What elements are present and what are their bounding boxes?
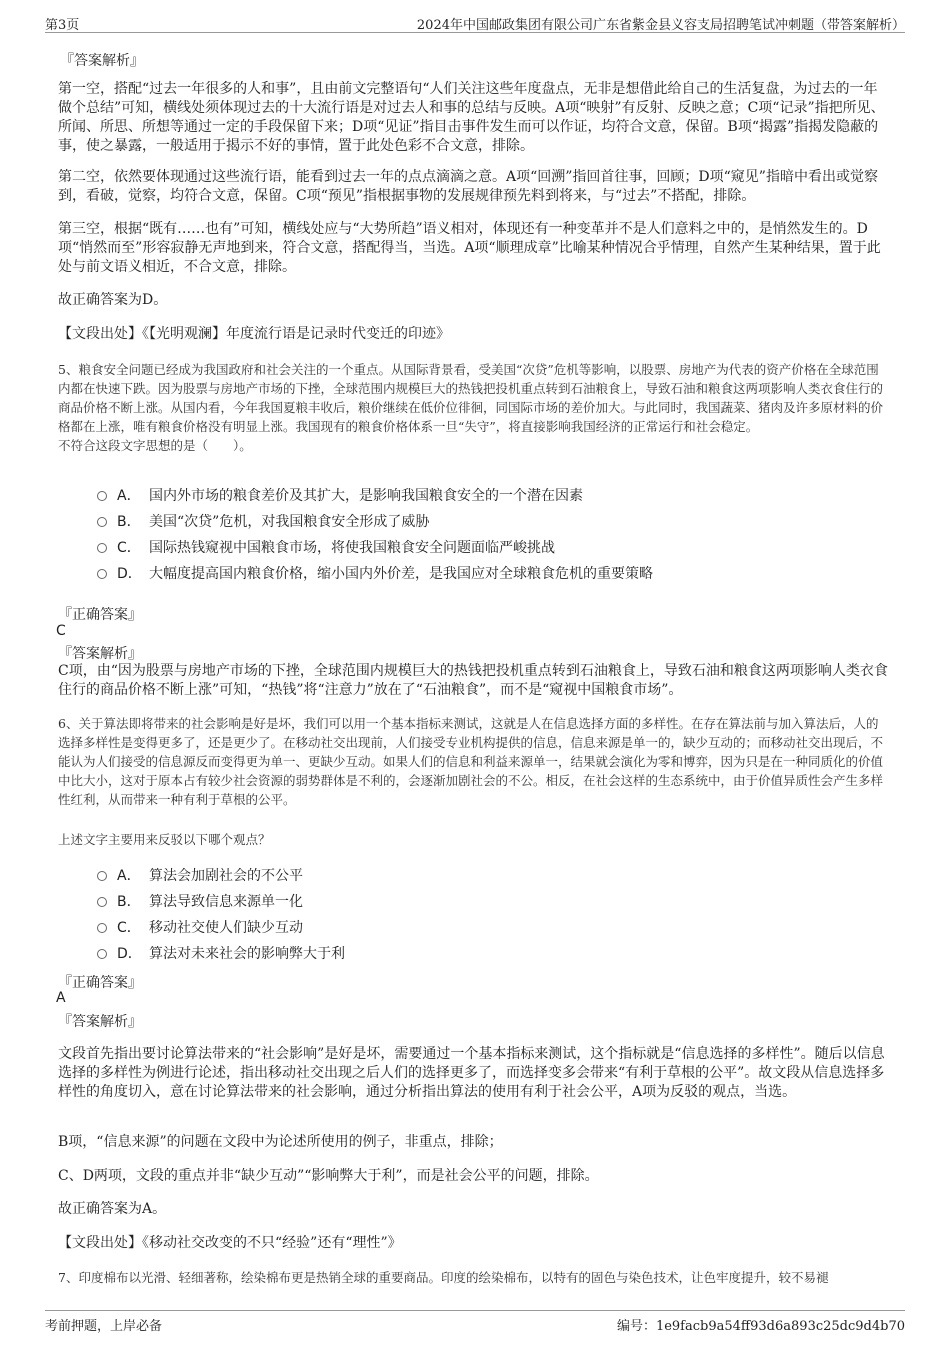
q6-option-a[interactable] <box>97 865 303 885</box>
q5-answer: C <box>56 623 66 639</box>
q6-analysis-p3: C、D两项，文段的重点并非“缺少互动”“影响弊大于利”，而是社会公平的问题，排除。 <box>58 1168 599 1184</box>
radio-icon[interactable] <box>97 897 107 907</box>
radio-icon[interactable] <box>97 517 107 527</box>
q4-analysis-p3: 第三空，根据“既有……也有”可知，横线处应与“大势所趋”语义相对，体现还有一种变革并不是人们意料之中的，是悄然发生的。D项“悄然而至”形容寂静无声地到来，符合文意，搭配得当，当选。A项“顺理成章”比喻某种情况合乎情理，自然产生某种结果，置于此处与前文语义相近，不合文意，排除。 <box>58 221 881 275</box>
radio-icon[interactable] <box>97 569 107 579</box>
q6-option-d[interactable] <box>97 943 345 963</box>
option-letter: A． <box>117 868 141 884</box>
document-title: 2024年中国邮政集团有限公司广东省紫金县义容支局招聘笔试冲刺题（带答案解析） <box>416 18 905 33</box>
q5-analysis: C项，由“因为股票与房地产市场的下挫，全球范围内规模巨大的热钱把投机重点转到石油粮食上，导致石油和粮食这两项影响人类衣食住行的商品价格不断上涨”可知，“热钱”将“注意力”放在了“石油粮食”，而不是“窥视中国粮食市场”。 <box>58 663 888 698</box>
document-id: 编号：1e9facb9a54ff93d6a893c25dc9d4b70 <box>616 1319 905 1334</box>
q7-stem: 7、印度棉布以光滑、轻细著称，绘染棉布更是热销全球的重要商品。印度的绘染棉布，以特有的固色与染色技术，让色牢度提升，较不易褪 <box>58 1270 829 1285</box>
q6-conclusion: 故正确答案为A。 <box>58 1201 167 1217</box>
q5-option-c[interactable] <box>97 537 555 557</box>
q5-analysis-label: 『答案解析』 <box>58 646 142 662</box>
page-number: 第3页 <box>45 18 80 33</box>
q6-question: 上述文字主要用来反驳以下哪个观点？ <box>58 832 271 847</box>
radio-icon[interactable] <box>97 949 107 959</box>
q6-answer: A <box>56 990 66 1006</box>
option-text: 大幅度提高国内粮食价格，缩小国内外价差，是我国应对全球粮食危机的重要策略 <box>149 566 653 582</box>
option-letter: D． <box>117 566 142 582</box>
q4-conclusion: 故正确答案为D。 <box>58 292 168 308</box>
option-letter: D． <box>117 946 142 962</box>
q5-option-b[interactable] <box>97 511 429 531</box>
option-text: 算法会加剧社会的不公平 <box>149 868 303 884</box>
radio-icon[interactable] <box>97 491 107 501</box>
radio-icon[interactable] <box>97 923 107 933</box>
q5-correct-label: 『正确答案』 <box>58 607 142 623</box>
q5-question: 不符合这段文字思想的是（ ）。 <box>58 438 252 453</box>
q4-source: 【文段出处】《【光明观澜】年度流行语是记录时代变迁的印迹》 <box>58 326 450 342</box>
q5-option-d[interactable] <box>97 563 653 583</box>
q6-analysis-p2: B项，“信息来源”的问题在文段中为论述所使用的例子，非重点，排除； <box>58 1134 503 1150</box>
q6-source: 【文段出处】《移动社交改变的不只“经验”还有“理性”》 <box>58 1235 402 1251</box>
q4-analysis-p1: 第一空，搭配“过去一年很多的人和事”，且由前文完整语句“人们关注这些年度盘点，无非是想借此给自己的生活复盘，为过去的一年做个总结”可知，横线处须体现过去的十大流行语是对过去人和事的总结与反映。A项“映射”有反射、反映之意；C项“记录”指把所见、所闻、所思、所想等通过一定的手段保留下来；D项“见证”指目击事件发生而可以作证，均符合文意，保留。B项“揭露”指揭发隐蔽的事，使之暴露，一般适用于揭示不好的事情，置于此处色彩不合文意，排除。 <box>58 81 885 154</box>
q6-correct-label: 『正确答案』 <box>58 975 142 991</box>
footer-divider <box>45 1310 905 1311</box>
option-text: 算法导致信息来源单一化 <box>149 894 303 910</box>
option-letter: C． <box>117 920 141 936</box>
q5-stem: 5、粮食安全问题已经成为我国政府和社会关注的一个重点。从国际背景看，受美国“次贷”危机等影响，以股票、房地产为代表的资产价格在全球范围内都在快速下跌。因为股票与房地产市场的下挫，全球范围内规模巨大的热钱把投机重点转到石油粮食上，导致石油和粮食这两项影响人类衣食住行的商品价格不断上涨。从国内看，今年我国夏粮丰收后，粮价继续在低价位徘徊，同国际市场的差价加大。与此同时，我国蔬菜、猪肉及许多原材料的价格都在上涨，唯有粮食价格没有明显上涨。我国现有的粮食价格体系一旦“失守”，将直接影响我国经济的正常运行和社会稳定。 <box>58 362 884 434</box>
q4-analysis-label: 『答案解析』 <box>60 53 144 69</box>
option-text: 国内外市场的粮食差价及其扩大，是影响我国粮食安全的一个潜在因素 <box>149 488 583 504</box>
option-text: 算法对未来社会的影响弊大于利 <box>149 946 345 962</box>
q6-option-b[interactable] <box>97 891 303 911</box>
q6-analysis-p1: 文段首先指出要讨论算法带来的“社会影响”是好是坏，需要通过一个基本指标来测试，这个指标就是“信息选择的多样性”。随后以信息选择的多样性为例进行论述，指出移动社交出现之后人们的选择更多了，而选择变多会带来“有利于草根的公平”。故文段从信息选择多样性的角度切入，意在讨论算法带来的社会影响，通过分析指出算法的使用有利于社会公平，A项为反驳的观点，当选。 <box>58 1046 885 1100</box>
option-text: 美国“次贷”危机，对我国粮食安全形成了威胁 <box>149 514 430 530</box>
footer-slogan: 考前押题，上岸必备 <box>45 1319 163 1334</box>
option-letter: B． <box>117 514 141 530</box>
q5-option-a[interactable] <box>97 485 583 505</box>
q6-option-c[interactable] <box>97 917 303 937</box>
q6-analysis-label: 『答案解析』 <box>58 1014 142 1030</box>
radio-icon[interactable] <box>97 871 107 881</box>
header-divider <box>45 32 905 33</box>
option-text: 移动社交使人们缺少互动 <box>149 920 303 936</box>
radio-icon[interactable] <box>97 543 107 553</box>
option-letter: C． <box>117 540 141 556</box>
option-letter: A． <box>117 488 141 504</box>
option-text: 国际热钱窥视中国粮食市场，将使我国粮食安全问题面临严峻挑战 <box>149 540 555 556</box>
option-letter: B． <box>117 894 141 910</box>
q4-analysis-p2: 第二空，依然要体现通过这些流行语，能看到过去一年的点点滴滴之意。A项“回溯”指回首往事，回顾；D项“窥见”指暗中看出或觉察到，看破，觉察，均符合文意，保留。C项“预见”指根据事物的发展规律预先料到将来，与“过去”不搭配，排除。 <box>58 169 878 204</box>
q6-stem: 6、关于算法即将带来的社会影响是好是坏，我们可以用一个基本指标来测试，这就是人在信息选择方面的多样性。在存在算法前与加入算法后，人的选择多样性是变得更多了，还是更少了。在移动社交出现前，人们接受专业机构提供的信息，信息来源是单一的，缺少互动的；而移动社交出现后，不能认为人们接受的信息源反而变得更为单一、更缺少互动。如果人们的信息和利益来源单一，结果就会演化为零和博弈，因为只是在一种同质化的价值中比大小，这对于原本占有较少社会资源的弱势群体是不利的，会逐渐加剧社会的不公。相反，在社会这样的生态系统中，由于价值异质性会产生多样性红利，从而带来一种有利于草根的公平。 <box>58 716 884 807</box>
